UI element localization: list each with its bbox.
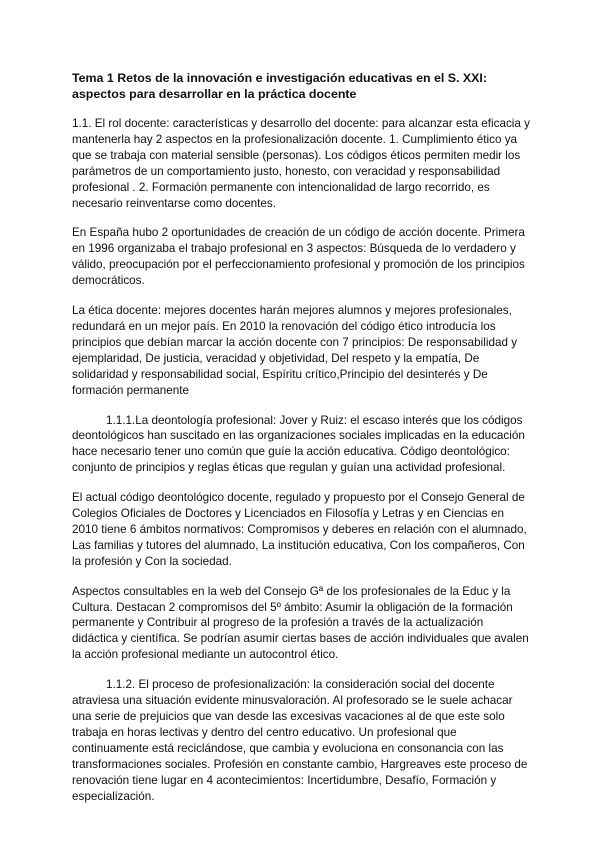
paragraph-codigo-accion: En España hubo 2 oportunidades de creación de un código de acción docente. Primera en 1996 organizaba el trabajo profesional en 3 aspectos: Búsqueda de lo verdadero y válido, preocupación por el perfeccionamiento profesional y promoción de los principios democráticos. xyxy=(72,226,525,288)
paragraph-aspectos-consultables: Aspectos consultables en la web del Consejo Gª de los profesionales de la Educ y la Cultura. Destacan 2 compromisos del 5º ámbito: Asumir la obligación de la formación permanente y Contribuir al progreso de la profesión a través de la actualización didáctica y científica. Se podrían asumir ciertas bases de acción individuales que avalen la acción profesional mediante un autocontrol ético. xyxy=(72,584,529,662)
paragraph-deontologia: 1.1.1.La deontología profesional: Jover y Ruiz: el escaso interés que los códigos deontológicos han suscitado en las organizaciones sociales implicadas en la educación hace necesario tener uno común que guíe la acción educativa. Código deontológico: conjunto de principios y reglas éticas que regulan y guían una actividad profesional. xyxy=(72,413,525,475)
paragraph-rol-docente: 1.1. El rol docente: características y desarrollo del docente: para alcanzar esta eficacia y mantenerla hay 2 aspectos en la profesionalización docente. 1. Cumplimiento ético ya que se trabaja con material sensible (personas). Los códigos éticos permiten medir los parámetros de un comportamiento justo, honesto, con veracidad y responsabilidad profesional . 2. Formación permanente con intencionalidad de largo recorrido, es necesario reinventarse como docentes. xyxy=(72,117,530,210)
paragraph-codigo-actual: El actual código deontológico docente, regulado y propuesto por el Consejo General de Colegios Oficiales de Doctores y Licenciados en Filosofía y Letras y en Ciencias en 2010 tiene 6 ámbitos normativos: Compromisos y deberes en relación con el alumnado, Las familias y tutores del alumnado, La institución educativa, Con los compañeros, Con la profesión y Con la sociedad. xyxy=(72,491,527,568)
paragraph-etica-docente: La ética docente: mejores docentes harán mejores alumnos y mejores profesionales, redundará en un mejor país. En 2010 la renovación del código ético introducía los principios que debían marcar la acción docente con 7 principios: De responsabilidad y ejemplaridad, De justicia, veracidad y objetividad, Del respeto y la empatía, De solidaridad y responsabilidad social, Espíritu crítico,Principio del desinterés y De formación permanente xyxy=(72,304,518,397)
document-title: Tema 1 Retos de la innovación e investigación educativas en el S. XXI: aspectos para desarrollar en la práctica docente xyxy=(72,71,487,101)
paragraph-profesionalizacion: 1.1.2. El proceso de profesionalización: la consideración social del docente atraviesa una situación evidente minusvaloración. Al profesorado se le suele achacar una serie de prejuicios que van desde las excesivas vacaciones al de que este solo trabaja en horas lectivas y dentro del centro educativo. Un profesional que continuamente está reciclándose, que cambia y evoluciona en consonancia con las transformaciones sociales. Profesión en constante cambio, Hargreaves este proceso de renovación tiene lugar en 4 acontecimientos: Incertidumbre, Desafío, Formación y especialización. xyxy=(72,678,528,803)
